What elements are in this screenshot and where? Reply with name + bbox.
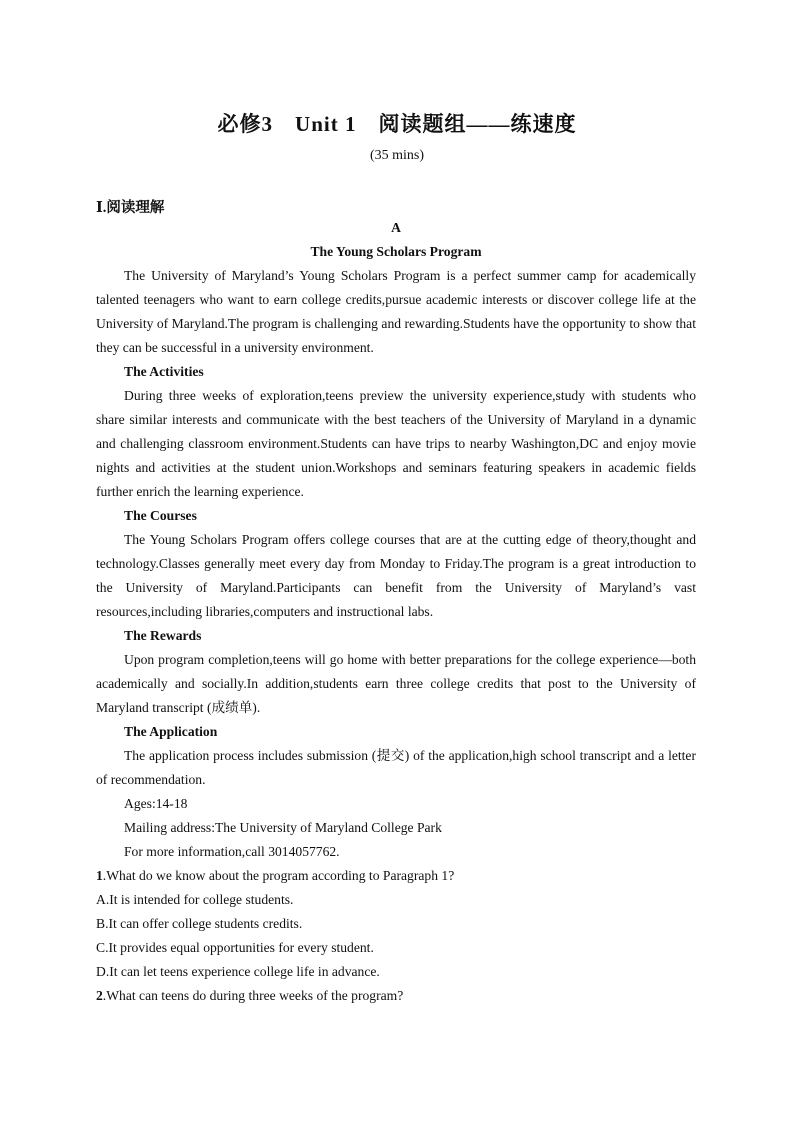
courses-paragraph: The Young Scholars Program offers college courses that are at the cutting edge of theory,thought and technology.Classes generally meet every day from Monday to Friday.The program is a great introduction to the University of Maryland.Participants can benefit from the University of Maryland’s vast resources,including libraries,computers and instructional labs. xyxy=(96,532,696,619)
question-stem xyxy=(96,864,696,888)
rewards-paragraph: Upon program completion,teens will go home with better preparations for the college experience—both academically and socially.In addition,students earn three college credits that post to the University of Maryland transcript (成绩单). xyxy=(96,652,696,715)
question-1 xyxy=(96,864,696,984)
question-2 xyxy=(96,984,696,1008)
section-heading: Ⅰ.阅读理解 xyxy=(96,200,165,216)
time-limit: (35 mins) xyxy=(369,148,425,163)
activities-heading: The Activities xyxy=(124,364,204,379)
ages-line: Ages:14-18 xyxy=(124,796,188,811)
application-paragraph: The application process includes submission (提交) of the application,high school transcript and a letter of recommendation. xyxy=(96,748,696,787)
passage-body xyxy=(96,216,696,1008)
question-text: .What do we know about the program according to Paragraph 1? xyxy=(102,868,455,883)
question-stem xyxy=(96,984,696,1008)
option-b: B.It can offer college students credits. xyxy=(96,916,303,931)
page-title: 必修3 Unit 1 阅读题组——练速度 xyxy=(217,112,577,136)
question-number: 1 xyxy=(96,868,103,883)
question-number: 2 xyxy=(96,988,103,1003)
activities-paragraph: During three weeks of exploration,teens preview the university experience,study with students who share similar interests and communicate with the best teachers of the University of Maryland in a dynamic and challenging classroom environment.Students can have trips to nearby Washington,DC and enjoy movie nights and activities at the student union.Workshops and seminars featuring speakers in academic fields further enrich the learning experience. xyxy=(96,388,696,499)
passage-title: The Young Scholars Program xyxy=(310,244,482,259)
option-c: C.It provides equal opportunities for every student. xyxy=(96,940,374,955)
info-line: For more information,call 3014057762. xyxy=(124,844,340,859)
courses-heading: The Courses xyxy=(124,508,197,523)
question-text: .What can teens do during three weeks of the program? xyxy=(102,988,404,1003)
intro-paragraph: The University of Maryland’s Young Scholars Program is a perfect summer camp for academically talented teenagers who want to earn college credits,pursue academic interests or discover college life at the University of Maryland.The program is challenging and rewarding.Students have the opportunity to show that they can be successful in a university environment. xyxy=(96,268,696,355)
mailing-line: Mailing address:The University of Maryland College Park xyxy=(124,820,442,835)
passage-letter: A xyxy=(391,220,401,235)
application-heading: The Application xyxy=(124,724,218,739)
option-a: A.It is intended for college students. xyxy=(96,892,294,907)
option-d: D.It can let teens experience college life in advance. xyxy=(96,964,380,979)
rewards-heading: The Rewards xyxy=(124,628,202,643)
